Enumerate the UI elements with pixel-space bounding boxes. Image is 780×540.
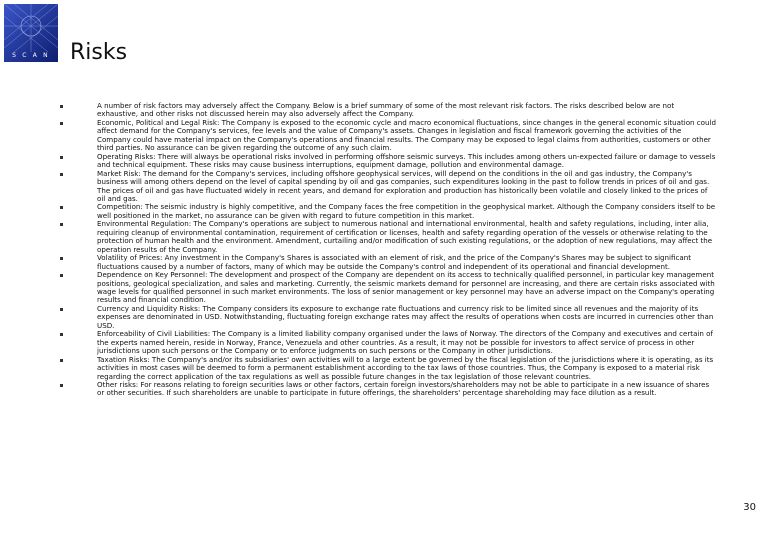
bullet-icon (60, 308, 63, 311)
list-item-text: Environmental Regulation: The Company's operations are subject to numerous national and international environmental, health and safety regulations, including, inter alia, requiring cleanup of environmental contamination, requirement of certification or licenses, health and safety regarding operation of the vessels or otherwise relating to the protection of human health and the environment. Amendment, curtailing and/or modification of such existing regulations, or the adoption of new regulations, may affect the operation results of the Company. (97, 219, 713, 254)
list-item-text: Market Risk: The demand for the Company's services, including offshore geophysical services, will depend on the conditions in the oil and gas industry, the Company's business will among others depend on the level of capital spending by oil and gas companies, such expenditures looking in the past to follow trends in prices of oil and gas. The prices of oil and gas have fluctuated widely in recent years, and demand for exploration and production has historically been volatile and closely linked to the prices of oil and gas. (97, 168, 710, 203)
list-item-text: Operating Risks: There will always be operational risks involved in performing offshore seismic surveys. This includes among others un-expected failure or damage to vessels and technical equipment. These risks may cause business interruptions, equipment damage, pollution and environmental damage. (97, 151, 716, 170)
bullet-icon (60, 173, 63, 176)
list-item (60, 356, 716, 381)
logo-text: S C A N (12, 52, 50, 59)
list-item (60, 119, 716, 153)
list-item (60, 153, 716, 170)
list-item-text: Volatility of Prices: Any investment in the Company's Shares is associated with an element of risk, and the price of the Company's Shares may be subject to significant fluctuations caused by a number of factors, many of which may be outside the Company's control and independent of its operational and financial development. (97, 253, 692, 271)
list-item (60, 381, 716, 398)
list-item (60, 254, 716, 271)
bullet-icon (60, 122, 63, 125)
list-item-text: Enforceability of Civil Liabilities: The Company is a limited liability company organised under the laws of Norway. The directors of the Company and executives and certain of the experts named herein, reside in Norway, France, Venezuela and other countries. As a result, it may not be possible for investors to affect service of process in other jurisdictions upon such persons or the Company or to enforce judgments on such persons or the Company in other jurisdictions. (97, 329, 713, 356)
bullet-icon (60, 156, 63, 159)
bullet-icon (60, 257, 63, 260)
risk-list (60, 102, 716, 398)
bullet-icon (60, 105, 63, 108)
list-item (60, 271, 716, 305)
list-item-text: Taxation Risks: The Company's and/or its subsidiaries' own activities will to a large extent be governed by the fiscal legislation of the jurisdictions where it is operating, as its activities in most cases will be deemed to form a permanent establishment according to the tax laws of those countries. Thus, the Company is exposed to a material risk regarding the correct application of the tax regulations as well as possible future changes in the tax legislation of those relevant countries. (97, 354, 714, 381)
bullet-icon (60, 359, 63, 362)
bullet-icon (60, 333, 63, 336)
list-item (60, 305, 716, 330)
list-item-text: Dependence on Key Personnel: The development and prospect of the Company are dependent on its access to technically qualified personnel, in particular key management positions, geological specialization, and sales and marketing. Currently, the seismic markets demand for personnel are increasing, and there are certain risks associated with wage levels for qualified personnel in such market environments. The loss of senior management or key personnel may have an adverse impact on the Company's operating results and financial condition. (97, 270, 715, 305)
list-item-text: Other risks: For reasons relating to foreign securities laws or other factors, certain foreign investors/shareholders may not be able to participate in a new issuance of shares or other securities. If such shareholders are unable to participate in future offerings, the shareholders' percentage shareholding may face dilution as a result. (97, 379, 710, 398)
list-item (60, 203, 716, 220)
bullet-icon (60, 206, 63, 209)
list-item (60, 330, 716, 355)
page-number: 30 (743, 502, 756, 513)
list-item (60, 170, 716, 204)
list-item-text: A number of risk factors may adversely affect the Company. Below is a brief summary of some of the most relevant risk factors. The risks described below are not exhaustive, and other risks not discussed herein may also adversely affect the Company. (97, 101, 675, 119)
list-item-text: Competition: The seismic industry is highly competitive, and the Company faces the free competition in the geophysical market. Although the Company considers itself to be well positioned in the market, no assurance can be given with regard to future competition in this market. (97, 202, 716, 220)
list-item (60, 102, 716, 119)
page-title: Risks (70, 40, 128, 65)
list-item-text: Currency and Liquidity Risks: The Company considers its exposure to exchange rate fluctuations and currency risk to be limited since all revenues and the majority of its expenses are denominated in USD. Notwithstanding, fluctuating foreign exchange rates may affect the results of operations when costs are incurred in currencies other than USD. (97, 303, 714, 330)
bullet-icon (60, 384, 63, 387)
list-item (60, 220, 716, 254)
bullet-icon (60, 274, 63, 277)
list-item-text: Economic, Political and Legal Risk: The Company is exposed to the economic cycle and macro economical fluctuations, since changes in the general economic situation could affect demand for the Company's services, fee levels and the value of Company's assets. Changes in legislation and fiscal framework governing the activities of the Company could have material impact on the Company's operations and financial results. The Company may be exposed to legal claims from authorities, customers or other third parties. No assurance can be given regarding the outcome of any such claim. (97, 117, 716, 153)
bullet-icon (60, 223, 63, 226)
